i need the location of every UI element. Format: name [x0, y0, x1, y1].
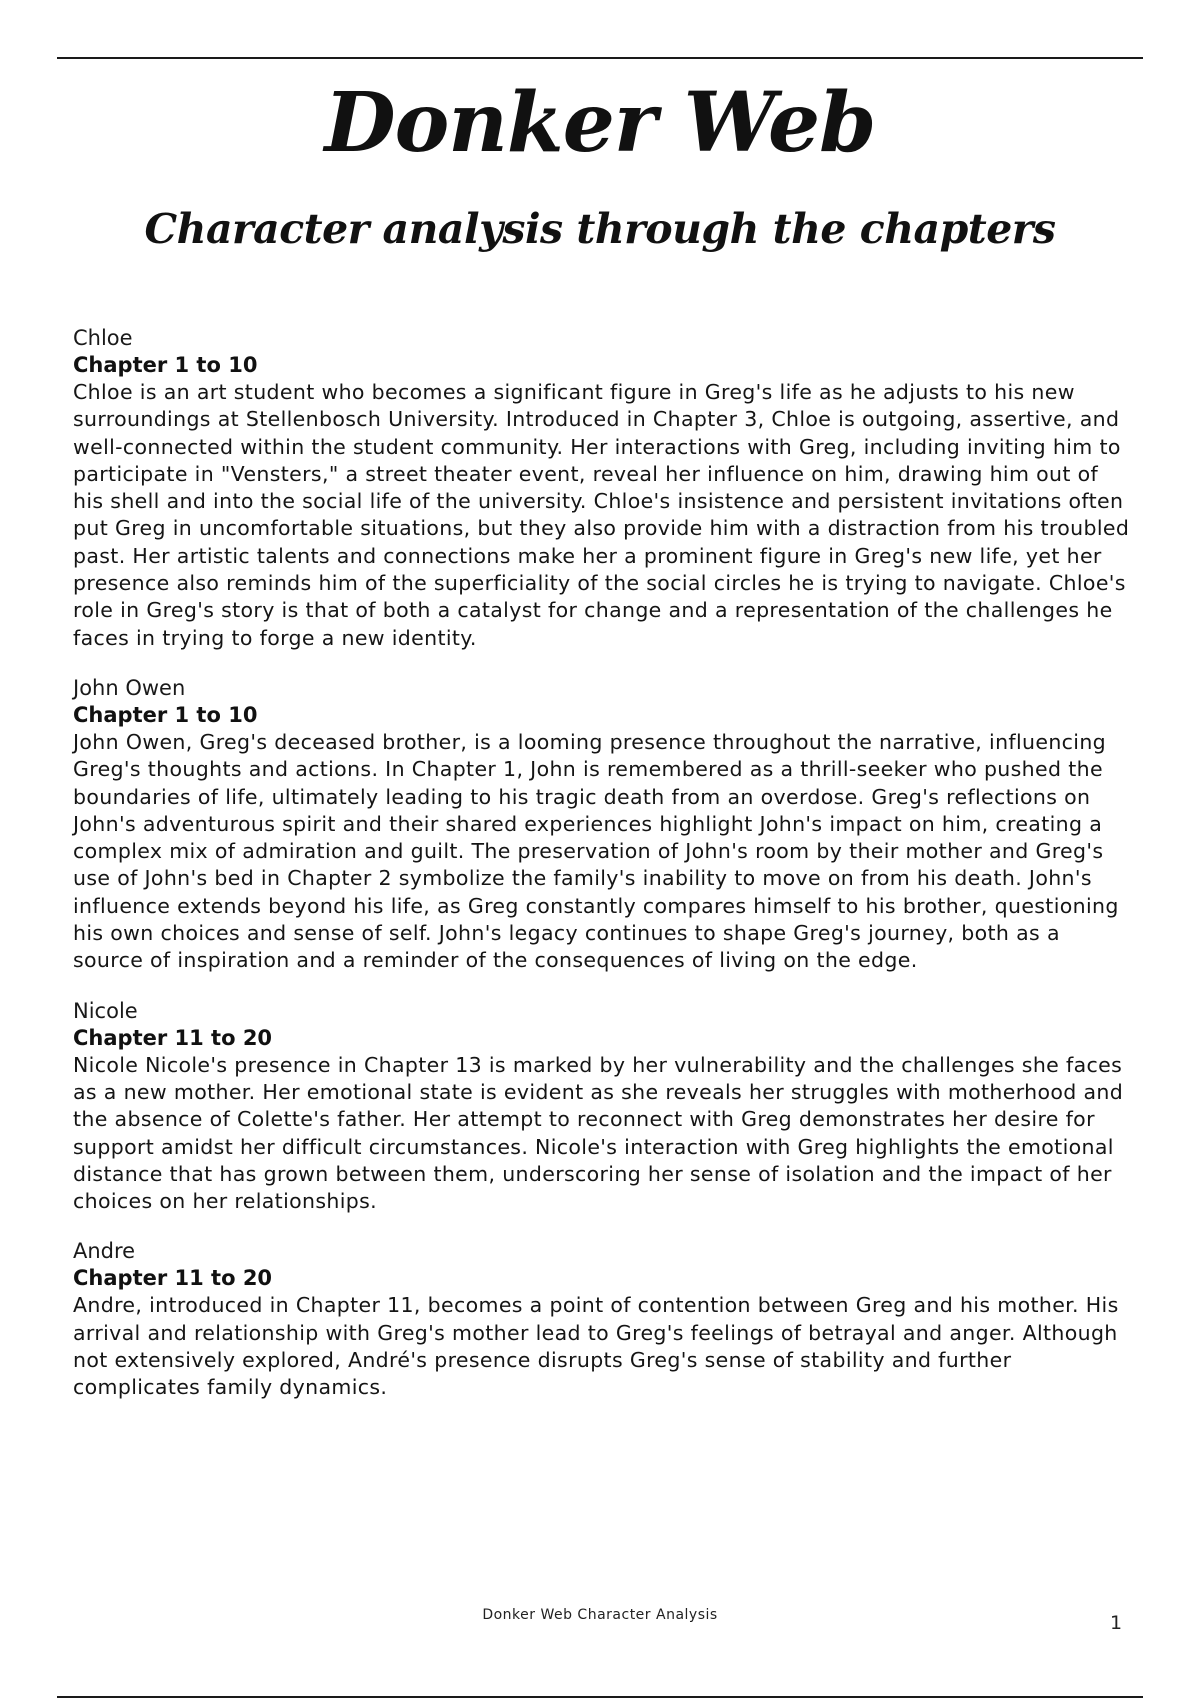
character-section-andre: [73, 1238, 1133, 1401]
page-footer: Donker Web Character Analysis: [482, 1607, 718, 1623]
character-name: Chloe: [73, 326, 133, 350]
top-rule: [57, 57, 1143, 59]
bottom-rule: [57, 1696, 1143, 1698]
character-section-john-owen: [73, 675, 1133, 975]
chapter-range: Chapter 1 to 10: [73, 702, 258, 727]
character-analysis-text: Nicole Nicole's presence in Chapter 13 is marked by her vulnerability and the challenges she faces as a new mother. Her emotional state is evident as she reveals her struggles with motherhood and the absence of Colette's father. Her attempt to reconnect with Greg demonstrates her desire for support amidst her difficult circumstances. Nicole's interaction with Greg highlights the emotional distance that has grown between them, underscoring her sense of isolation and the impact of her choices on her relationships.: [73, 1052, 1124, 1214]
document-body: [73, 325, 1133, 1425]
character-analysis-text: Andre, introduced in Chapter 11, becomes a point of contention between Greg and his mother. His arrival and relationship with Greg's mother lead to Greg's feelings of betrayal and anger. Although not extensively explored, André's presence disrupts Greg's sense of stability and further complicates family dynamics.: [73, 1293, 1119, 1400]
character-name: Andre: [73, 1239, 136, 1264]
chapter-range: Chapter 11 to 20: [73, 1266, 273, 1291]
chapter-range: Chapter 1 to 10: [73, 353, 258, 377]
character-analysis-text: Chloe is an art student who becomes a significant figure in Greg's life as he adjusts to his new surroundings at Stellenbosch University. Introduced in Chapter 3, Chloe is outgoing, assertive, and well-connected within the student community. Her interactions with Greg, including inviting him to participate in "Vensters," a street theater event, reveal her influence on him, drawing him out of his shell and into the social life of the university. Chloe's insistence and persistent invitations often put Greg in uncomfortable situations, but they also provide him with a distraction from his troubled past. Her artistic talents and connections make her a prominent figure in Greg's new life, yet her presence also reminds him of the superficiality of the social circles he is trying to navigate. Chloe's role in Greg's story is that of both a catalyst for change and a representation of the challenges he faces in trying to forge a new identity.: [73, 380, 1130, 650]
page-title: Donker Web: [324, 75, 876, 171]
character-section-nicole: [73, 998, 1133, 1216]
character-analysis-text: John Owen, Greg's deceased brother, is a looming presence throughout the narrative, influencing Greg's thoughts and actions. In Chapter 1, John is remembered as a thrill-seeker who pushed the boundaries of life, ultimately leading to his tragic death from an overdose. Greg's reflections on John's adventurous spirit and their shared experiences highlight John's impact on him, creating a complex mix of admiration and guilt. The preservation of John's room by their mother and Greg's use of John's bed in Chapter 2 symbolize the family's inability to move on from his death. John's influence extends beyond his life, as Greg constantly compares himself to his brother, questioning his own choices and sense of self. John's legacy continues to shape Greg's journey, both as a source of inspiration and a reminder of the consequences of living on the edge.: [73, 729, 1119, 973]
character-name: Nicole: [73, 998, 138, 1023]
chapter-range: Chapter 11 to 20: [73, 1025, 273, 1050]
page-number: 1: [1110, 1612, 1123, 1634]
page-subtitle: Character analysis through the chapters: [144, 205, 1056, 253]
character-section-chloe: [73, 325, 1133, 652]
character-name: John Owen: [73, 675, 186, 700]
